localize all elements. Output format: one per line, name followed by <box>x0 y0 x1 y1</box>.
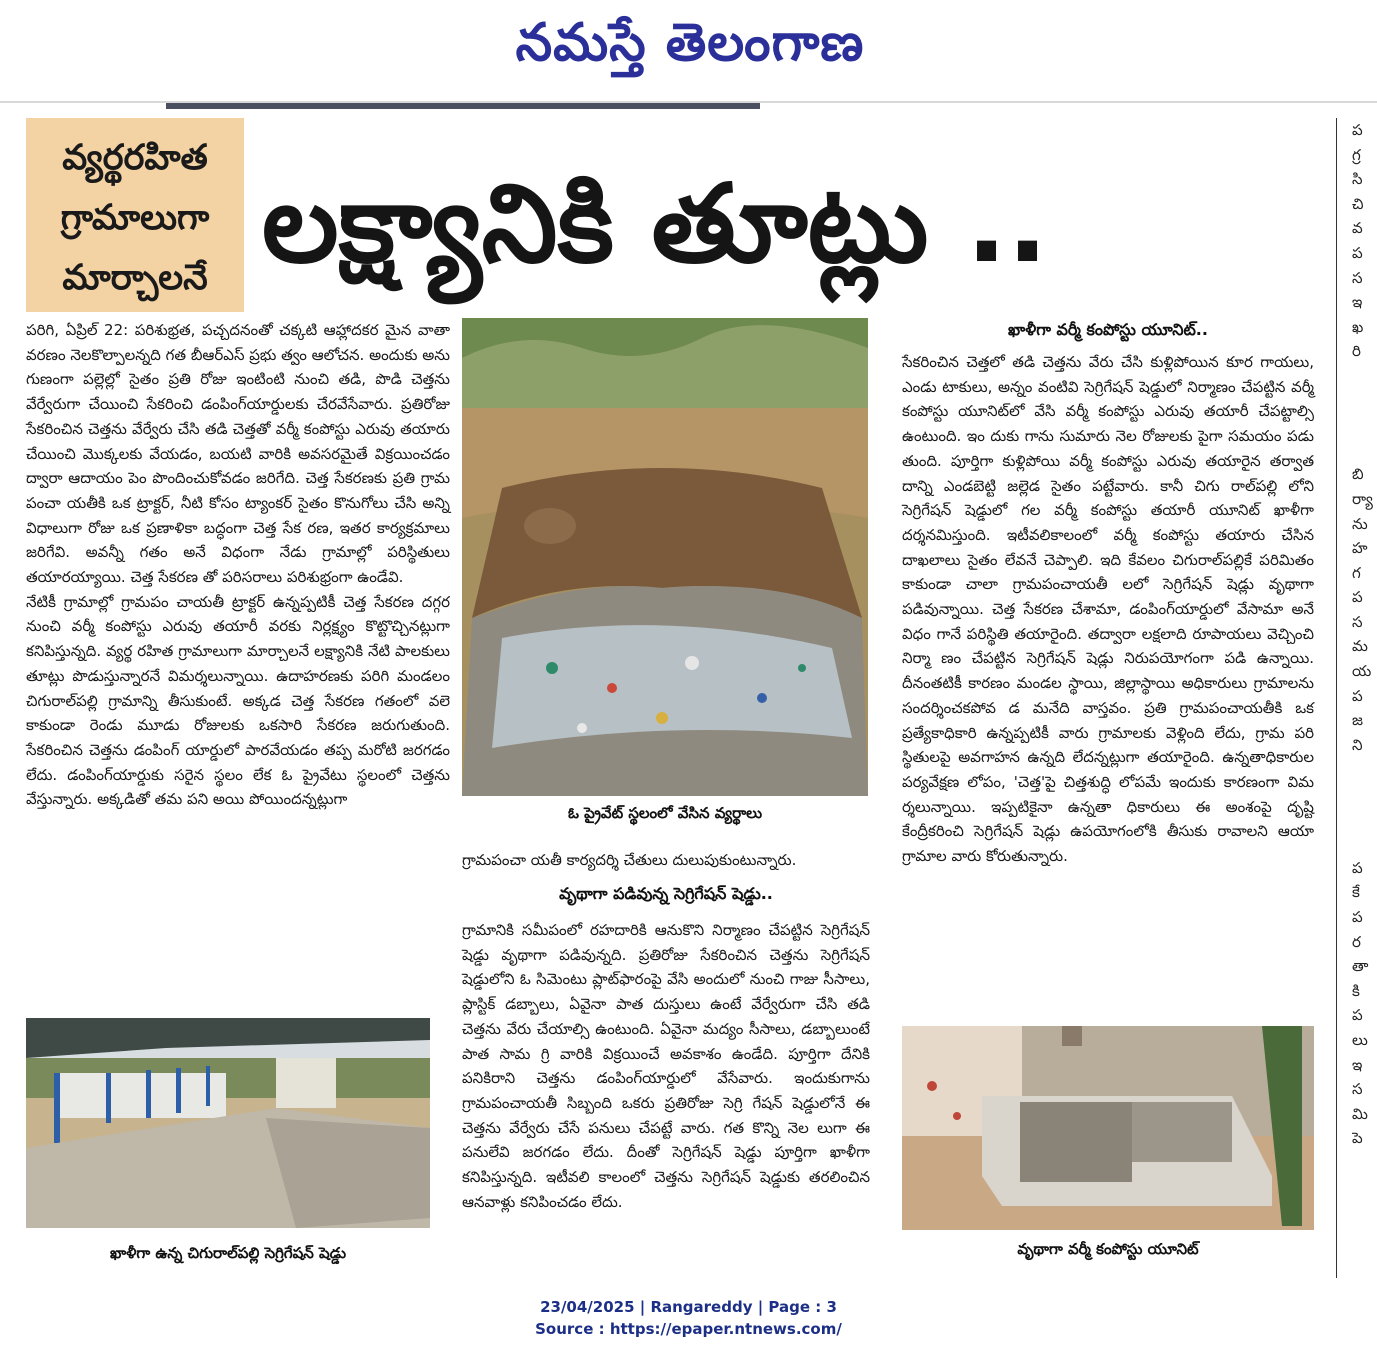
edge-letter <box>1352 831 1376 856</box>
article-column-3 <box>902 350 1314 1020</box>
edge-letter <box>1352 389 1376 414</box>
edge-letter <box>1352 364 1376 389</box>
column-2-intro: గ్రామపంచా యతీ కార్యదర్శి చేతులు దులుపుకుంటున్నారు. <box>462 851 797 869</box>
edge-letter: ని <box>1352 735 1363 754</box>
edge-letter: మ <box>1352 637 1368 656</box>
edge-letter: ను <box>1352 514 1368 533</box>
edge-letter: ప <box>1352 588 1363 607</box>
edge-letter: వ <box>1352 219 1363 238</box>
vermi-photo-caption: వృథాగా వర్మీ కంపోస్టు యూనిట్ <box>1017 1240 1199 1258</box>
newspaper-masthead: నమస్తే తెలంగాణ <box>515 12 865 73</box>
edge-letter: ప <box>1352 121 1363 139</box>
shed-photo-caption: ఖాళీగా ఉన్న చిగురాల్‌పల్లి సెగ్రిగేషన్ షెడ్డు <box>109 1244 347 1262</box>
edge-letter: తా <box>1352 957 1369 976</box>
edge-letter: చి <box>1352 194 1364 213</box>
article-column-1 <box>26 318 450 1013</box>
adjacent-article-edge <box>1352 118 1376 1278</box>
edge-letter: పె <box>1352 1129 1363 1148</box>
edge-letter: ప <box>1352 686 1363 705</box>
edge-letter: ప <box>1352 908 1363 926</box>
segregation-shed-photo <box>26 1018 430 1228</box>
vermi-compost-illustration <box>902 1026 1314 1230</box>
kicker-line: గ్రామాలుగా <box>60 198 210 238</box>
column-3-subhead: ఖాళీగా వర్మీ కంపోస్టు యూనిట్.. <box>1008 320 1208 339</box>
edge-letter: గ <box>1352 563 1361 582</box>
edge-letter <box>1352 757 1376 782</box>
edge-letter: య <box>1352 662 1372 681</box>
body-paragraph: సేకరించిన చెత్తలో తడి చెత్తను వేరు చేసి కుళ్లిపోయిన కూర గాయలు, ఎండు టాకులు, అన్నం వంటివి సెగ్రిగేషన్ షెడ్డులో నిర్మాణం చేపట్టిన వర్మీ కంపోస్టు యూనిట్‌లో వేసి వర్మీ కంపోస్టు ఎరువు తయారీ చేపట్టాల్సి ఉంటుంది. ఇం దుకు గాను సుమారు నెల రోజులకు పైగా సమయం పడు తుంది. పూర్తిగా కుళ్లిపోయి వర్మీ కంపోస్టు ఎరువు తయారైన తర్వాత దాన్ని ఎండబెట్టి జల్లెడ సైతం పట్టేవారు. కానీ చిగు రాల్‌పల్లి లోని సెగ్రిగేషన్ షెడ్డులో గల వర్మీ కంపోస్టు తయారీ యూనిట్ ఖాళీగా దర్శనమిస్తుంది. ఇటీవలికాలంలో వర్మీ కంపోస్టు తయారు చేసిన దాఖలాలు సైతం లేవనే చెప్పాలి. ఇది కేవలం చిగురాల్‌పల్లికే పరిమితం కాకుండా చాలా గ్రామపంచాయతీ లలో సెగ్రిగేషన్ షెడ్లు వృథాగా పడివున్నాయి. చెత్త సేకరణ చేశామా, డంపింగ్‌యార్డులో వేసామా అనే విధం గానే పరిస్థితి తయారైంది. తద్వారా లక్షలాది రూపాయలు వెచ్చించి నిర్మా ణం చేపట్టిన సెగ్రిగేషన్ షెడ్లు నిరుపయోగంగా పడి ఉన్నాయి. దీనంతటికీ కారణం మండల స్థాయి, జిల్లాస్థాయి అధికారులు గ్రామాలను సందర్శించకపోవ డ మనేది వాస్తవం. ప్రతి గ్రామపంచాయతీకి ఒక ప్రత్యేకాధికారి ఉన్నప్పటికీ వారు గ్రామాలకు వెళ్లింది లేదు, గ్రామ పరి స్థితులపై అవగాహన ఉన్నది లేదన్నట్లుగా తయారైంది. ఉన్నతాధికారుల పర్యవేక్షణ లోపం, 'చెత్త'పై చిత్తశుద్ధి లోపమే ఇందుకు కారణంగా విమ ర్శలున్నాయి. ఇప్పటికైనా ఉన్నతా ధికారులు ఈ అంశంపై దృష్టి కేంద్రీకరించి సెగ్రిగేషన్ షెడ్లు ఉపయోగంలోకి తీసుకు రావాలని ఆయా గ్రామాల వారు కోరుతున్నారు. <box>902 353 1314 866</box>
edge-letter <box>1352 807 1376 832</box>
segregation-shed-illustration <box>26 1018 430 1228</box>
kicker-line: వ్యర్థరహిత <box>62 138 208 178</box>
column-divider <box>1336 118 1337 1278</box>
edge-letter: లు <box>1352 1030 1368 1049</box>
body-paragraph: పరిగి, ఏప్రిల్ 22: పరిశుభ్రత, పచ్చదనంతో చక్కటి ఆహ్లాదకర మైన వాతా వరణం నెలకొల్పాలన్నది గత బీఆర్ఎస్ ప్రభు త్వం ఆలోచన. అందుకు అను గుణంగా పల్లెల్లో సైతం ప్రతి రోజు ఇంటింటి నుంచి తడి, పొడి చెత్తను వేర్వేరుగా చేయించి సేకరించి డంపింగ్‌యార్డులకు చేరవేసేవారు. ప్రతిరోజు సేకరించిన చెత్తను వేర్వేరు చేసి తడి చెత్తతో వర్మీ కంపోస్టు ఎరువు తయారు చేయించి మొక్కలకు వేయడం, బయటి వారికి అవసరమైతే విక్రయించడం ద్వారా ఆదాయం పెం పొందించుకోవడం జరిగేది. చెత్త సేకరణకు ప్రతి గ్రామ పంచా యతీకి ఒక ట్రాక్టర్, నీటి కోసం ట్యాంకర్ సైతం కొనుగోలు చేసి అన్ని విధాలుగా రోజు ఒక ప్రణాళికా బద్ధంగా చెత్త సేక రణ, ఇతర కార్యక్రమాలు జరిగేవి. అవన్నీ గతం అనే విధంగా నేడు గ్రామాల్లో పరిస్థితులు తయారయ్యాయి. చెత్త సేకరణ తో పరిసరాలు పరిశుభ్రంగా ఉండేవి. <box>26 321 450 587</box>
kicker-line: మార్చాలనే <box>62 258 208 298</box>
dump-site-photo <box>462 318 868 796</box>
edge-letter: కి <box>1352 981 1360 1000</box>
edge-letter: ర <box>1352 932 1361 951</box>
edge-letter: రి <box>1352 342 1361 361</box>
kicker-box <box>26 118 244 312</box>
dump-site-photo-illustration <box>462 318 868 796</box>
masthead-bar <box>166 103 760 109</box>
edge-letter: ప <box>1352 858 1363 877</box>
dump-photo-caption: ఓ ప్రైవేట్ స్థలంలో వేసిన వ్యర్థాలు <box>567 804 763 822</box>
edge-letter: బి <box>1352 465 1364 484</box>
edge-letter: మి <box>1352 1104 1368 1123</box>
vermi-compost-photo <box>902 1026 1314 1230</box>
edge-letter: ఖ <box>1352 317 1364 336</box>
edge-letter: గ్ర <box>1352 145 1361 164</box>
column-2-subhead: వృథాగా పడివున్న సెగ్రిగేషన్ షెడ్డు.. <box>559 884 773 903</box>
article-column-2 <box>462 918 870 1278</box>
body-paragraph: నేటికీ గ్రామాల్లో గ్రామపం చాయతీ ట్రాక్టర్ ఉన్నప్పటికీ చెత్త సేకరణ దగ్గర నుంచి వర్మీ కంపోస్టు ఎరువు తయారీ వరకు నిర్లక్ష్యం కొట్టొచ్చినట్లుగా కనిపిస్తున్నది. వ్యర్థ రహిత గ్రామాలుగా మార్చాలనే లక్ష్యానికి నేటి పాలకులు తూట్లు పొడుస్తున్నారనే విమర్శలున్నాయి. ఉదాహరణకు పరిగి మండలం చిగురాల్‌పల్లి గ్రామాన్ని తీసుకుంటే. అక్కడ చెత్త సేకరణ గతంలో వలె కాకుండా రెండు మూడు రోజులకు ఒకసారి సేకరణ జరుగుతుంది. సేకరించిన చెత్తను డంపింగ్ యార్డులో పారవేయడం తప్ప మరోటి జరగడం లేదు. డంపింగ్‌యార్డుకు సరైన స్థలం లేక ఓ ప్రైవేటు స్థలంలో చెత్తను వేస్తున్నారు. అక్కడితో తమ పని అయి పోయిందన్నట్లుగా <box>26 592 450 809</box>
edge-letter: హ <box>1352 539 1368 558</box>
edge-letter: ర్యా <box>1352 489 1373 508</box>
edge-letter: సి <box>1352 170 1363 189</box>
footer-source-line: Source : https://epaper.ntnews.com/ <box>535 1320 842 1338</box>
edge-letter <box>1352 438 1376 463</box>
edge-letter: ఇ <box>1352 1055 1363 1074</box>
edge-letter: స <box>1352 612 1363 631</box>
edge-letter: కే <box>1352 883 1360 902</box>
edge-letter: స <box>1352 268 1363 287</box>
edge-letter <box>1352 782 1376 807</box>
edge-letter: జ <box>1352 711 1363 730</box>
edge-letter: ప <box>1352 243 1363 262</box>
edge-letter: ఇ <box>1352 293 1363 312</box>
article-headline: లక్ష్యానికి తూట్లు .. <box>262 162 1049 287</box>
edge-letter: ప <box>1352 1006 1363 1025</box>
body-paragraph: గ్రామానికి సమీపంలో రహదారికి ఆనుకొని నిర్మాణం చేపట్టిన సెగ్రిగేషన్ షెడ్డు వృథాగా పడివున్నది. ప్రతిరోజు సేకరించిన చెత్తను సెగ్రిగేషన్ షెడ్డులోని ఓ సిమెంటు ప్లాట్‌ఫారంపై వేసి అందులో నుంచి గాజు సీసాలు, ప్లాస్టిక్ డబ్బాలు, ఏవైనా పాత దుస్తులు ఉంటే వేర్వేరుగా చేసి తడి చెత్తను వేరు చేయాల్సి ఉంటుంది. ఏవైనా మద్యం సీసాలు, డబ్బాలుంటే పాత సామ గ్రి వారికి విక్రయించే అవకాశం ఉండేది. పూర్తిగా దేనికి పనికిరాని చెత్తను డంపింగ్‌యార్డులో వేసేవారు. ఇందుకుగాను గ్రామపంచాయతీ సిబ్బంది ఒకరు ప్రతిరోజు సెగ్రి గేషన్ షెడ్డులోనే ఈ చెత్తను వేర్వేరు చేసే పనులు చేపట్టే వారు. గత కొన్ని నెల లుగా ఈ పనులేవి జరగడం లేదు. దీంతో సెగ్రిగేషన్ షెడ్డు పూర్తిగా ఖాళీగా కనిపిస్తున్నది. ఇటీవలి కాలంలో చెత్తను సెగ్రిగేషన్ షెడ్డుకు తరలించిన ఆనవాళ్లు కనిపించడం లేదు. <box>462 921 870 1211</box>
footer-date-line: 23/04/2025 | Rangareddy | Page : 3 <box>540 1298 837 1316</box>
edge-letter: స <box>1352 1080 1363 1099</box>
edge-letter <box>1352 413 1376 438</box>
